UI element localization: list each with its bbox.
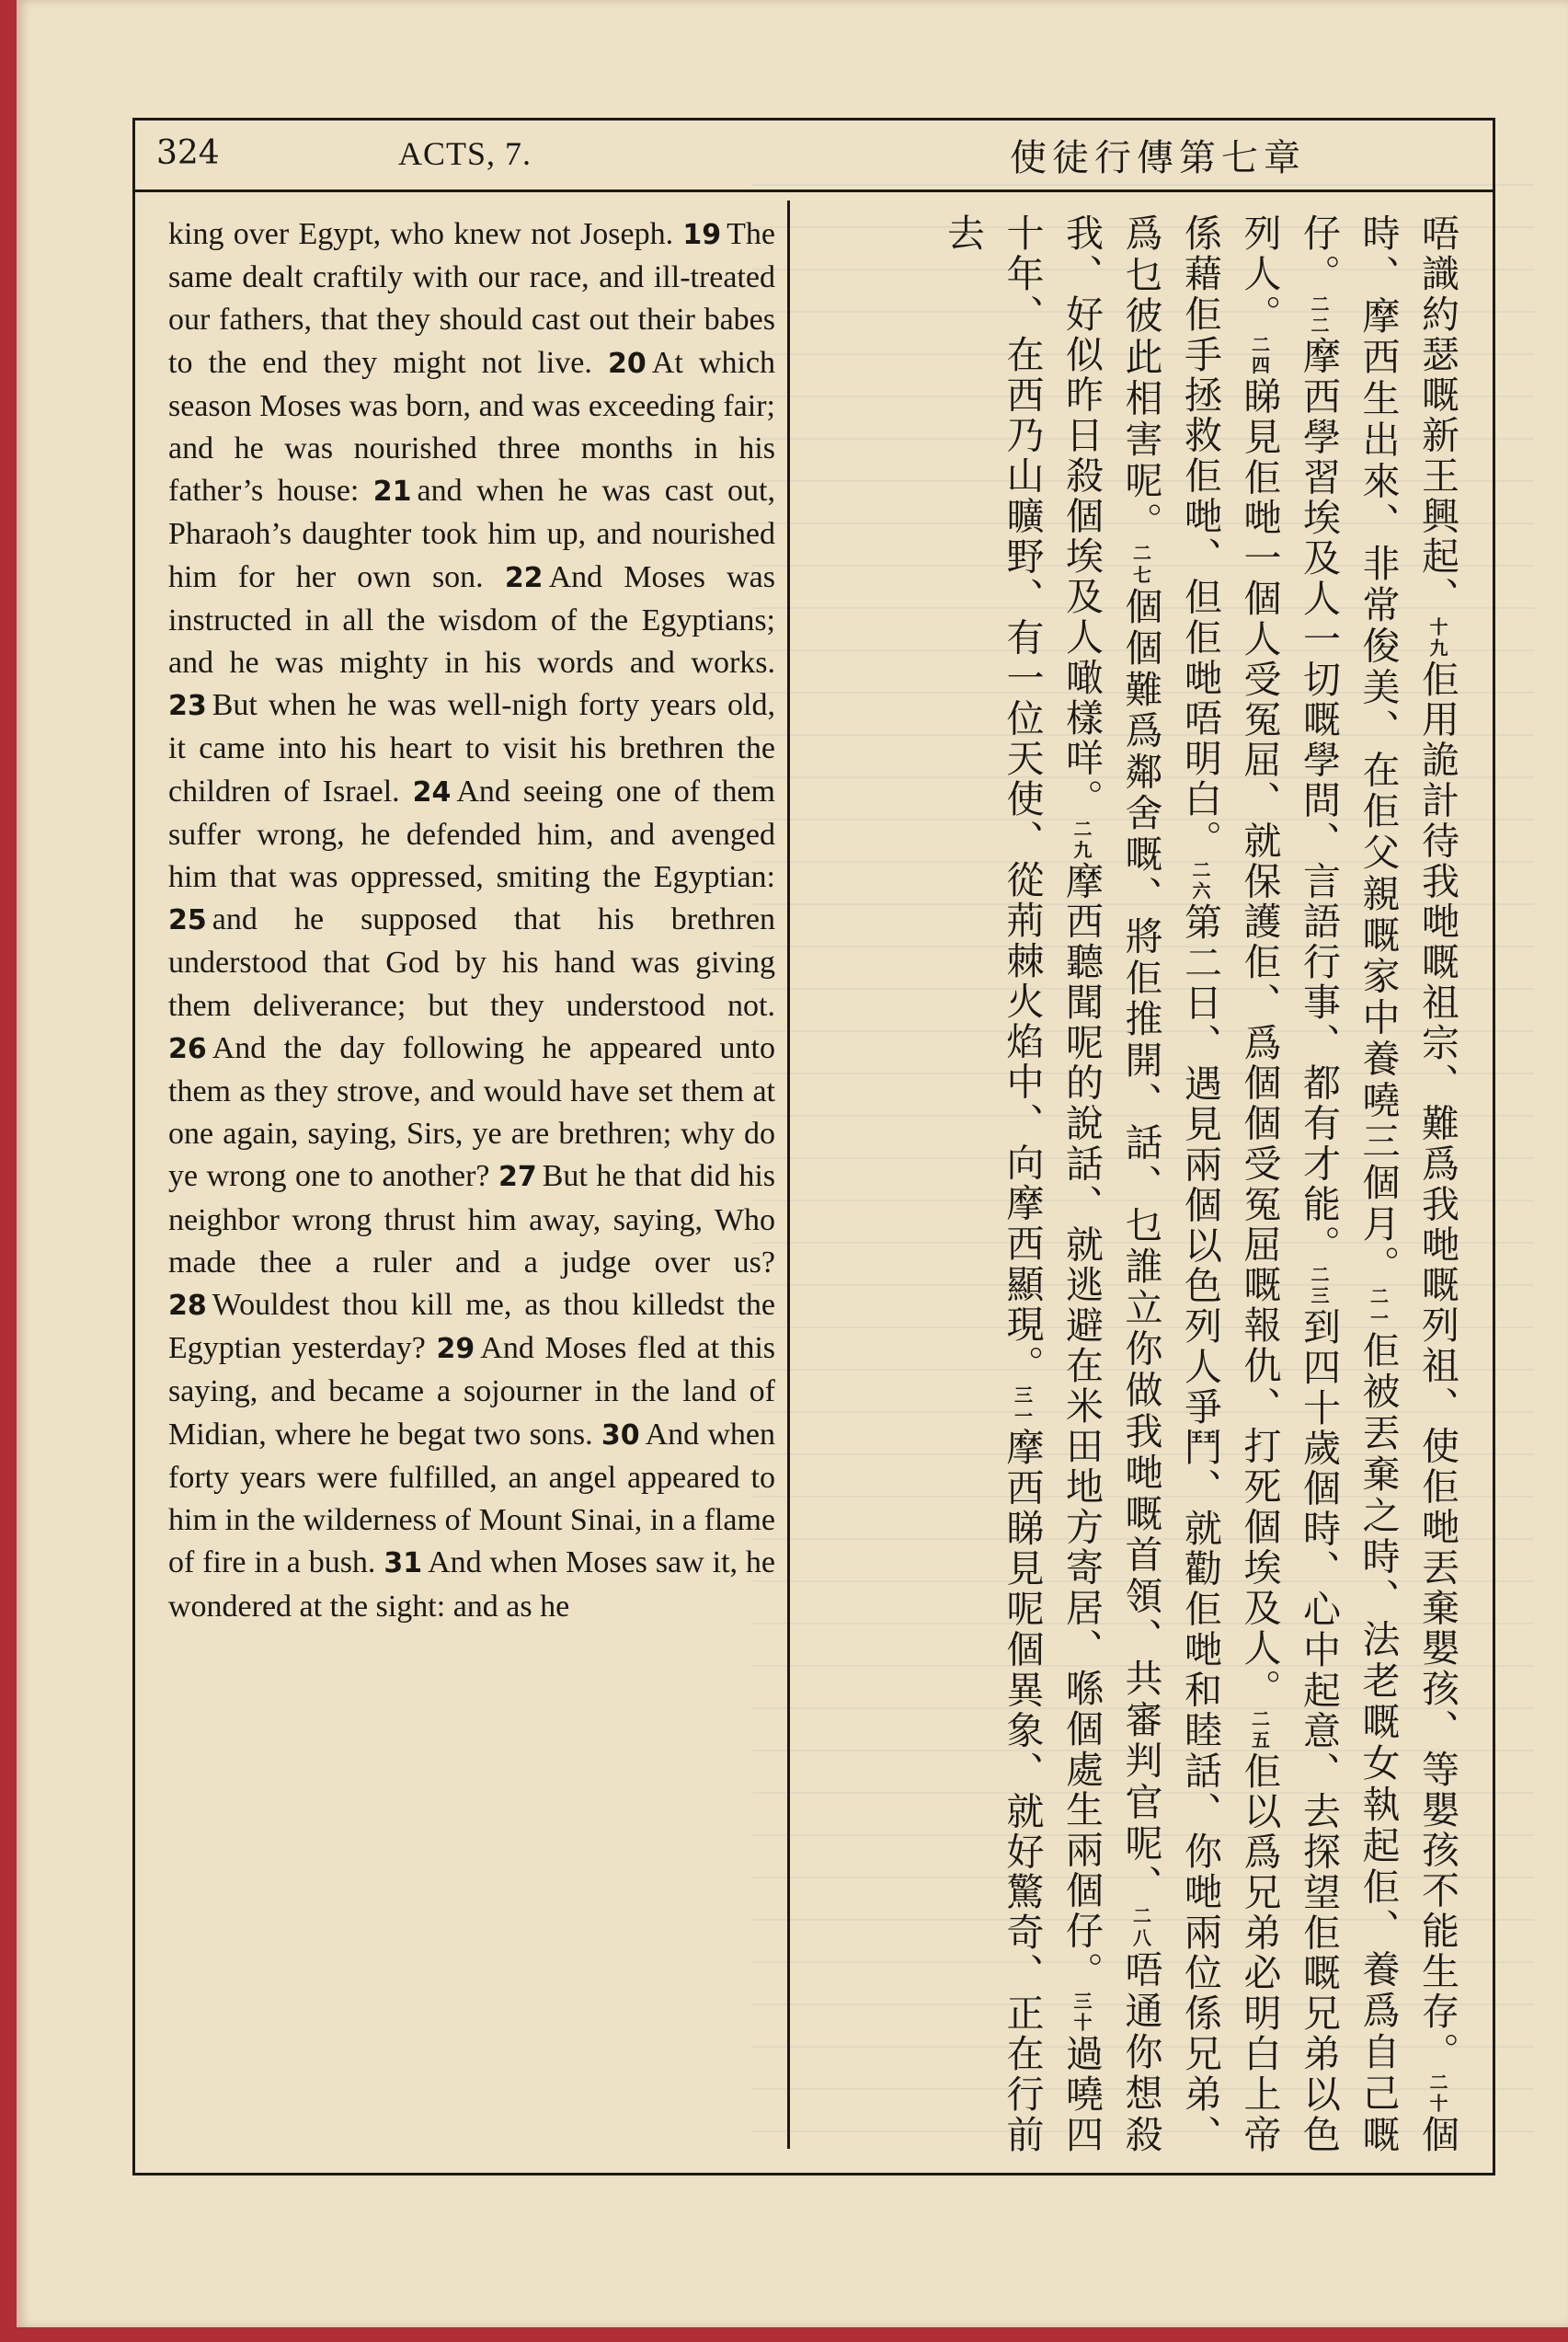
verse-number: 28 [168, 1290, 207, 1323]
verse-number: 30 [601, 1418, 640, 1452]
verse-text: king over Egypt, who knew not Joseph. [168, 217, 674, 251]
chinese-verse-number: 二三 [1308, 1265, 1330, 1307]
chinese-running-head: 使徒行傳第七章 [1010, 137, 1306, 179]
verse-text: And when Moses saw it, he wondered at the sight: and as he [168, 1545, 776, 1624]
chinese-verse-number: 三一 [1011, 1385, 1034, 1428]
verse-text: and when he was cast out, Pharaoh’s daughter took him up, and nourished him for her own son. [168, 474, 776, 594]
chinese-verse-text: 到四十歲個時、心中起意、去探望佢嘅兄弟以色列人。 [1237, 213, 1341, 2154]
chinese-verse-number: 十九 [1426, 616, 1448, 660]
header-bottom-rule [132, 189, 1495, 192]
chinese-verse-text: 唔通你想殺我、好似昨日殺個埃及人噉樣咩。 [1059, 213, 1163, 2154]
verse-number: 19 [682, 219, 722, 251]
page-number: 324 [156, 134, 220, 172]
verse-number: 23 [168, 690, 207, 723]
verse-text: But he that did his neighbor wrong thrust him away, saying, Who made thee a ruler and a judge over us? [168, 1159, 776, 1280]
chinese-verse-number: 二十 [1426, 2072, 1448, 2115]
verse-number: 26 [168, 1032, 207, 1065]
verse-text: The same dealt craftily with our race, and ill-treated our fathers, that they should cast out their babes to the end they might not live. [168, 217, 776, 380]
header-top-rule [132, 118, 1495, 121]
chinese-verse-text: 摩西學習埃及人一切嘅學問、言語行事、都有才能。 [1297, 336, 1341, 1266]
chinese-verse-text: 過嘵四十年、在西乃山曠野、有一位天使、從荊棘火焰中、向摩西顯現。 [1000, 213, 1104, 2154]
chinese-verse-number: 二五 [1248, 1708, 1271, 1751]
verse-number: 29 [436, 1333, 475, 1366]
verse-number: 31 [383, 1547, 423, 1580]
chinese-verse-text: 唔識約瑟嘅新王興起、 [1415, 213, 1459, 617]
running-head: ACTS, 7. [398, 135, 532, 172]
chinese-verse-text: 佢被丟棄之時、法老嘅女執起佢、養爲自己嘅仔。 [1297, 213, 1401, 2154]
chinese-verse-text: 個時、摩西生出來、非常俊美、在佢父親嘅家中養嘵三個月。 [1356, 213, 1459, 2154]
verse-number: 21 [372, 476, 412, 509]
chinese-verse-number: 二四 [1248, 334, 1271, 377]
chinese-verse-text: 摩西聽聞呢的說話、就逃避在米田地方寄居、喺個處生兩個仔。 [1059, 861, 1104, 1992]
chinese-verse-number: 三十 [1070, 1992, 1093, 2034]
verse-text: Wouldest thou kill me, as thou killedst the Egyptian yesterday? [168, 1288, 775, 1366]
verse-text: And seeing one of them suffer wrong, he defended him, and avenged him that was oppressed, smiting the Egyptian: [168, 774, 775, 895]
chinese-verse-number: 二二 [1308, 293, 1330, 337]
verse-text: And Moses fled at this saying, and became a sojourner in the land of Midian, where he begat two sons. [168, 1331, 775, 1452]
chinese-verse-text: 個個難爲鄰舍嘅、將佢推開、話、乜誰立你做我哋嘅首領、共審判官呢、 [1118, 587, 1163, 1906]
verse-text: and he supposed that his brethren understood that God by his hand was giving them deliverance; but they understood not. [168, 902, 775, 1023]
book-page [17, 0, 1568, 2327]
verse-number: 24 [412, 775, 452, 809]
verse-number: 22 [504, 561, 544, 594]
verse-text: At which season Moses was born, and was exceeding fair; and he was nourished three months in his father’s house: [168, 345, 776, 509]
chinese-verse-text: 第二日、遇見兩個以色列人爭鬥、就勸佢哋和睦話、你哋兩位係兄弟、爲乜彼此相害呢。 [1118, 213, 1222, 2154]
chinese-column [809, 213, 1467, 2154]
chinese-verse-number: 二七 [1129, 543, 1152, 588]
column-divider [787, 201, 790, 2149]
english-column [168, 213, 775, 1628]
chinese-verse-number: 二八 [1129, 1905, 1152, 1950]
chinese-verse-text: 佢以爲兄弟必明白上帝係藉佢手拯救佢哋、但佢哋唔明白。 [1178, 213, 1282, 2154]
verse-text: And the day following he appeared unto them as they strove, and would have set them at one again, saying, Sirs, ye are brethren; why do ye wrong one to another? [168, 1030, 775, 1194]
chinese-verse-number: 二一 [1367, 1286, 1390, 1331]
verse-text: And Moses was instructed in all the wisdom of the Egyptians; and he was mighty in his words and works. [168, 559, 776, 681]
verse-number: 25 [168, 904, 207, 937]
chinese-verse-text: 睇見佢哋一個人受冤屈、就保護佢、爲個個受冤屈嘅報仇、打死個埃及人。 [1237, 376, 1282, 1709]
verse-text: And when forty years were fulfilled, an angel appeared to him in the wilderness of Mount Sinai, in a flame of fire in a bush. [168, 1417, 776, 1580]
chinese-verse-text: 佢用詭計待我哋嘅祖宗、難爲我哋嘅列祖、使佢哋丟棄嬰孩、等嬰孩不能生存。 [1415, 659, 1459, 2072]
verse-number: 27 [498, 1161, 537, 1194]
chinese-verse-number: 二六 [1189, 859, 1211, 902]
verse-number: 20 [608, 347, 647, 380]
chinese-verse-number: 二九 [1070, 819, 1093, 862]
verse-text: But when he was well-nigh forty years old, it came into his heart to visit his brethren the children of Israel. [168, 688, 775, 809]
chinese-verse-text: 摩西睇見呢個異象、就好驚奇、正在行前去 [941, 213, 1045, 2154]
